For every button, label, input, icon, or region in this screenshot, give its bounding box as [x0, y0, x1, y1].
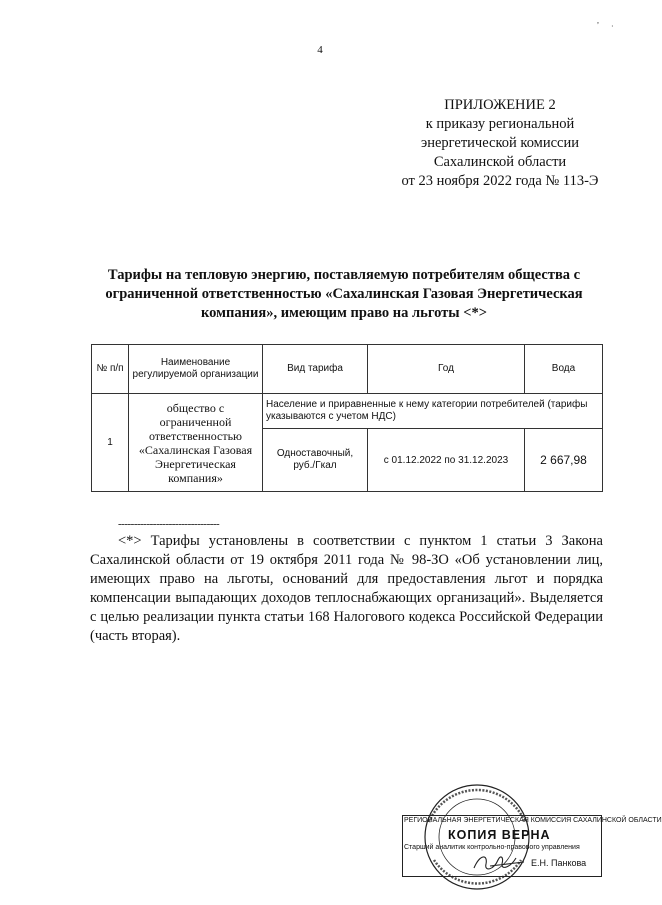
consumer-group: Население и приравненные к нему категории потребителей (тарифы указываются с учетом НДС): [263, 394, 603, 429]
scan-mark: ,: [597, 16, 599, 25]
rate-type: Одноставочный, руб./Гкал: [263, 429, 368, 492]
table-row: [92, 394, 603, 429]
title-line: Тарифы на тепловую энергию, поставляемую потребителям общества с: [107, 267, 581, 283]
stamp-organization: РЕГИОНАЛЬНАЯ ЭНЕРГЕТИЧЕСКАЯ КОМИССИЯ САХАЛИНСКОЙ ОБЛАСТИ: [404, 817, 662, 824]
title-line: ограниченной ответственностью «Сахалинская Газовая Энергетическая: [105, 286, 583, 302]
appendix-line: Сахалинской области: [433, 154, 567, 170]
appendix-line: ПРИЛОЖЕНИЕ 2: [444, 97, 556, 113]
appendix-line: к приказу региональной: [425, 116, 575, 132]
stamp-signer: Е.Н. Панкова: [531, 858, 587, 868]
tariff-value: 2 667,98: [525, 429, 603, 492]
tariff-table: [91, 344, 603, 492]
signature: [470, 850, 530, 875]
header-organization: Наименование регулируемой организации: [129, 345, 263, 394]
rate-period: с 01.12.2022 по 31.12.2023: [368, 429, 525, 492]
stamp-title: КОПИЯ ВЕРНА: [448, 828, 551, 842]
appendix-header: [380, 96, 620, 191]
table-header-row: [92, 345, 603, 394]
header-number: № п/п: [92, 345, 129, 394]
row-number: 1: [92, 394, 129, 492]
footnote-separator: --------------------------------: [118, 518, 220, 530]
header-water: Вода: [525, 345, 603, 394]
appendix-line: энергетической комиссии: [420, 135, 580, 151]
document-title: [80, 266, 608, 323]
organization-name: общество с ограниченной ответственностью «Сахалинская Газовая Энергетическая компания»: [129, 394, 263, 492]
header-year: Год: [368, 345, 525, 394]
stamp-position: Старший аналитик контрольно-правового управления: [404, 844, 580, 851]
footnote-text: <*> Тарифы установлены в соответствии с пунктом 1 статьи 3 Закона Сахалинской области от 19 октября 2011 года № 98-ЗО «Об установлении лиц, имеющих право на льготы, оснований для предоставления льгот и порядка компенсации выпадающих доходов теплоснабжающих организаций». Выделяется с целью реализации пункта статьи 168 Налогового кодекса Российской Федерации (часть вторая).: [90, 533, 603, 644]
page-number: 4: [317, 44, 323, 56]
title-line: компания», имеющим право на льготы <*>: [201, 305, 487, 321]
header-rate-type: Вид тарифа: [263, 345, 368, 394]
appendix-line: от 23 ноября 2022 года № 113-Э: [401, 173, 599, 189]
scan-mark: ·: [611, 22, 614, 31]
